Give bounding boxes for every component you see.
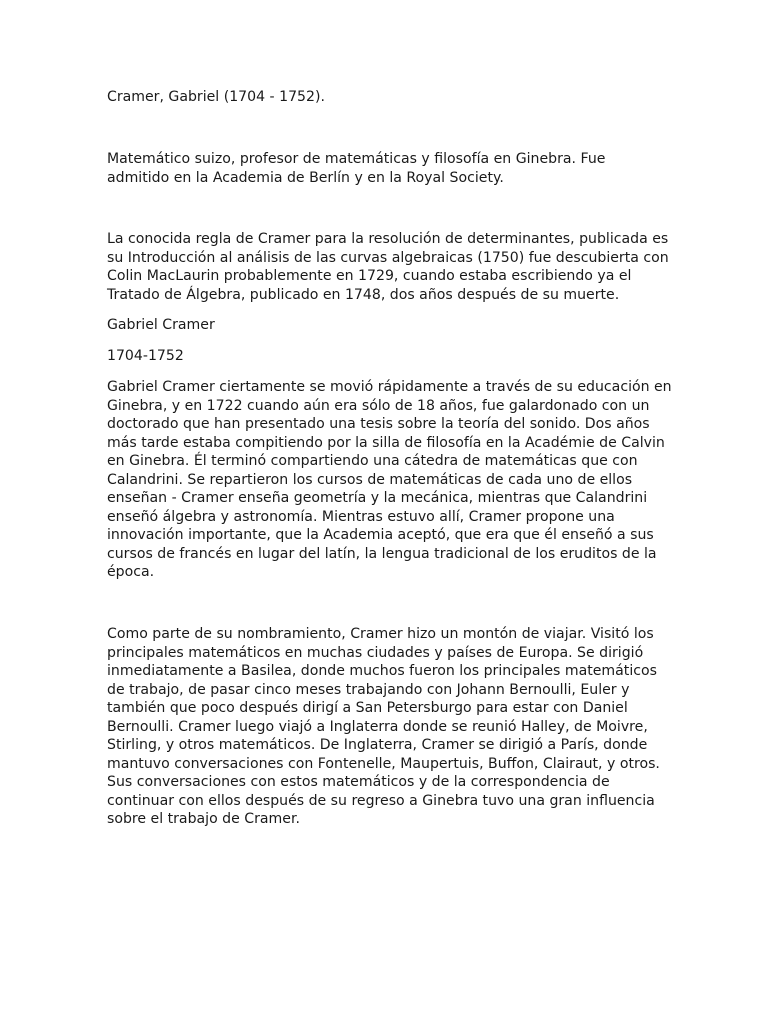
paragraph-line: innovación importante, que la Academia aceptó, que era que él enseñó a sus — [107, 527, 654, 543]
years-line: 1704-1752 — [107, 348, 184, 364]
paragraph-line: época. — [107, 564, 155, 580]
paragraph-line: principales matemáticos en muchas ciudades y países de Europa. Se dirigió — [107, 644, 644, 661]
paragraph-line: continuar con ellos después de su regreso a Ginebra tuvo una gran influencia — [107, 792, 655, 809]
paragraph-line: en Ginebra. Él terminó compartiendo una cátedra de matemáticas que con — [107, 453, 638, 469]
paragraph-line: sobre el trabajo de Cramer. — [107, 811, 300, 827]
paragraph-line: Como parte de su nombramiento, Cramer hizo un montón de viajar. Visitó los — [107, 626, 654, 642]
paragraph-line: enseñan - Cramer enseña geometría y la mecánica, mientras que Calandrini — [107, 490, 648, 506]
name-line: Gabriel Cramer — [107, 317, 215, 333]
name-heading — [107, 316, 667, 335]
paragraph-line: cursos de francés en lugar del latín, la lengua tradicional de los eruditos de la — [107, 545, 657, 562]
paragraph-line: admitido en la Academia de Berlín y en la Royal Society. — [107, 169, 504, 186]
paragraph-line: La conocida regla de Cramer para la resolución de determinantes, publicada es — [107, 231, 669, 247]
paragraph-line: enseñó álgebra y astronomía. Mientras estuvo allí, Cramer propone una — [107, 508, 615, 525]
title-line: Cramer, Gabriel (1704 - 1752). — [107, 89, 325, 105]
rule-paragraph — [107, 230, 667, 304]
paragraph-line: de trabajo, de pasar cinco meses trabajando con Johann Bernoulli, Euler y — [107, 681, 630, 698]
paragraph-line: también que poco después dirigí a San Petersburgo para estar con Daniel — [107, 700, 628, 716]
paragraph-line: doctorado que han presentado una tesis sobre la teoría del sonido. Dos años — [107, 416, 650, 432]
travel-paragraph — [107, 625, 667, 829]
intro-paragraph — [107, 150, 667, 187]
paragraph-line: Gabriel Cramer ciertamente se movió rápidamente a través de su educación en — [107, 379, 672, 395]
paragraph-line: Stirling, y otros matemáticos. De Inglaterra, Cramer se dirigió a París, donde — [107, 737, 648, 753]
paragraph-line: su Introducción al análisis de las curvas algebraicas (1750) fue descubierta con — [107, 249, 669, 266]
paragraph-line: Calandrini. Se repartieron los cursos de matemáticas de cada uno de ellos — [107, 471, 633, 488]
paragraph-line: Bernoulli. Cramer luego viajó a Inglaterra donde se reunió Halley, de Moivre, — [107, 718, 648, 735]
education-paragraph — [107, 378, 672, 582]
document-title — [107, 88, 667, 107]
paragraph-line: mantuvo conversaciones con Fontenelle, Maupertuis, Buffon, Clairaut, y otros. — [107, 755, 660, 772]
paragraph-line: Colin MacLaurin probablemente en 1729, cuando estaba escribiendo ya el — [107, 268, 632, 284]
paragraph-line: Matemático suizo, profesor de matemáticas y filosofía en Ginebra. Fue — [107, 151, 606, 167]
paragraph-line: inmediatamente a Basilea, donde muchos fueron los principales matemáticos — [107, 663, 657, 679]
paragraph-line: Sus conversaciones con estos matemáticos y de la correspondencia de — [107, 774, 610, 790]
paragraph-line: Tratado de Álgebra, publicado en 1748, dos años después de su muerte. — [107, 286, 620, 303]
paragraph-line: Ginebra, y en 1722 cuando aún era sólo de 18 años, fue galardonado con un — [107, 397, 650, 414]
years-heading — [107, 347, 667, 366]
paragraph-line: más tarde estaba compitiendo por la silla de filosofía en la Académie de Calvin — [107, 434, 665, 451]
